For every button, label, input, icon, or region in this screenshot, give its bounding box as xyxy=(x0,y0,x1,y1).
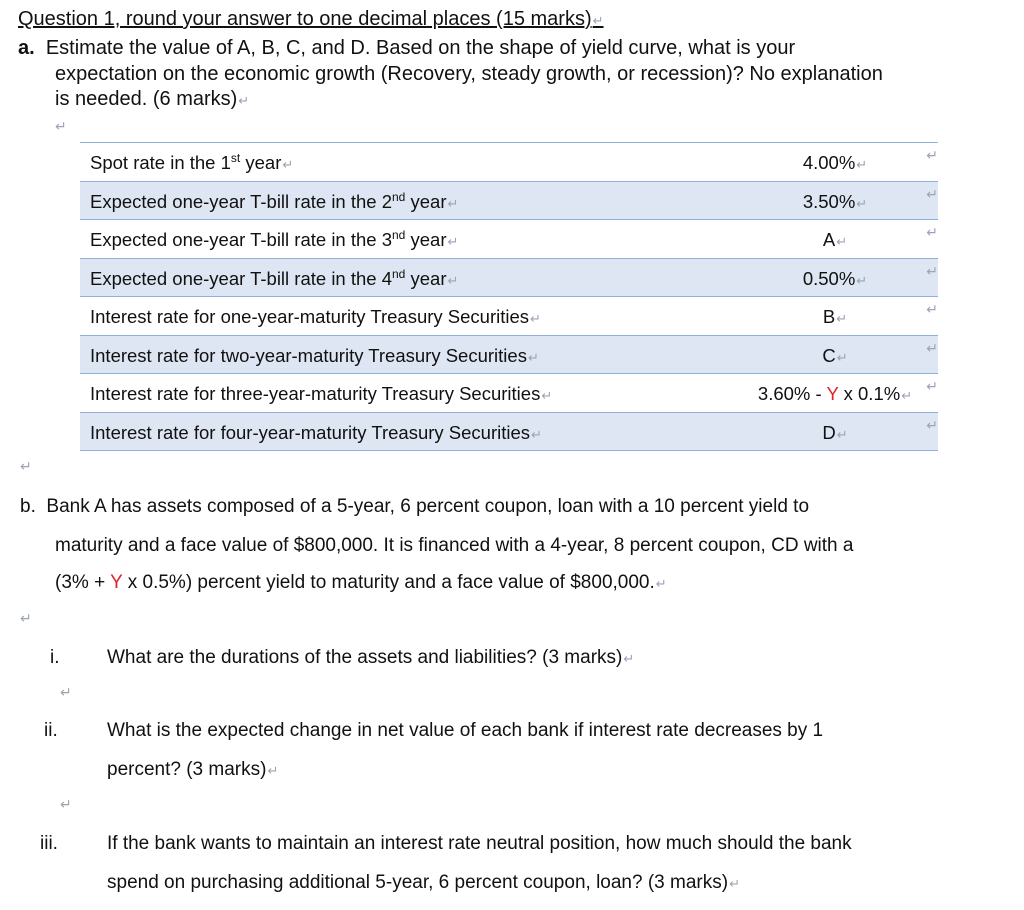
row-value: 3.50%↵ xyxy=(802,190,868,212)
paragraph-mark-icon: ↵ xyxy=(592,13,604,28)
table-row xyxy=(80,413,938,452)
item-ii-text: What is the expected change in net value of each bank if interest rate decreases by 1 xyxy=(107,720,824,741)
row-end-mark-icon: ↵ xyxy=(926,378,938,394)
item-ii-text-cont: percent? (3 marks)↵ xyxy=(107,759,279,780)
paragraph-mark-icon: ↵ xyxy=(20,458,32,474)
row-label: Interest rate for three-year-maturity Treasury Securities↵ xyxy=(90,383,553,404)
item-iii-text: If the bank wants to maintain an interest rate neutral position, how much should the bank xyxy=(107,833,852,854)
table-row xyxy=(80,143,938,182)
item-iii-text-cont: spend on purchasing additional 5-year, 6 percent coupon, loan? (3 marks)↵ xyxy=(107,872,740,893)
part-a-letter: a. xyxy=(18,37,35,59)
row-label: Expected one-year T-bill rate in the 3nd year↵ xyxy=(90,227,459,250)
row-value: C↵ xyxy=(822,344,848,366)
yield-table xyxy=(80,142,938,451)
row-end-mark-icon: ↵ xyxy=(926,416,938,433)
item-number: iii. xyxy=(40,833,58,854)
row-end-mark-icon: ↵ xyxy=(926,224,938,240)
row-end-mark-icon: ↵ xyxy=(926,147,938,163)
row-label: Spot rate in the 1st year↵ xyxy=(90,150,294,173)
table-row xyxy=(80,259,938,298)
row-value: 4.00%↵ xyxy=(802,152,868,173)
part-b-line1: b. Bank A has assets composed of a 5-year, 6 percent coupon, loan with a 10 percent yield to xyxy=(20,496,810,517)
row-end-mark-icon: ↵ xyxy=(926,185,938,202)
part-a-line1: a. Estimate the value of A, B, C, and D. Based on the shape of yield curve, what is your xyxy=(18,37,796,59)
row-value: 3.60% - Y x 0.1%↵ xyxy=(757,383,913,404)
row-label: Interest rate for four-year-maturity Treasury Securities↵ xyxy=(90,421,542,443)
row-end-mark-icon: ↵ xyxy=(926,262,938,279)
part-a-line2: expectation on the economic growth (Recovery, steady growth, or recession)? No explanation xyxy=(55,63,883,85)
item-number: ii. xyxy=(44,720,58,741)
table-row xyxy=(80,374,938,413)
row-value: B↵ xyxy=(822,306,848,327)
row-end-mark-icon: ↵ xyxy=(926,301,938,317)
paragraph-mark-icon: ↵ xyxy=(238,93,250,108)
table-row xyxy=(80,336,938,375)
paragraph-mark-icon: ↵ xyxy=(60,684,72,700)
question-title: Question 1, round your answer to one decimal places (15 marks)↵ xyxy=(18,8,604,30)
part-b-line2: maturity and a face value of $800,000. It is financed with a 4-year, 8 percent coupon, CD with a xyxy=(55,535,854,556)
paragraph-mark-icon: ↵ xyxy=(55,118,67,134)
table-row xyxy=(80,182,938,221)
part-a-line3: is needed. (6 marks)↵ xyxy=(55,88,250,110)
row-value: D↵ xyxy=(822,421,848,443)
part-b-line3: (3% + Y x 0.5%) percent yield to maturity and a face value of $800,000.↵ xyxy=(55,572,667,593)
table-row xyxy=(80,297,938,336)
paragraph-mark-icon: ↵ xyxy=(60,796,72,812)
item-i-text: What are the durations of the assets and liabilities? (3 marks)↵ xyxy=(107,647,635,668)
row-label: Expected one-year T-bill rate in the 2nd year↵ xyxy=(90,189,459,212)
part-b-letter: b. xyxy=(20,496,36,517)
row-label: Interest rate for two-year-maturity Treasury Securities↵ xyxy=(90,344,539,366)
paragraph-mark-icon: ↵ xyxy=(655,576,667,591)
row-end-mark-icon: ↵ xyxy=(926,339,938,356)
paragraph-mark-icon: ↵ xyxy=(20,610,32,626)
row-label: Interest rate for one-year-maturity Treasury Securities↵ xyxy=(90,306,541,327)
row-value: 0.50%↵ xyxy=(802,267,868,289)
item-number: i. xyxy=(50,647,60,668)
row-value: A↵ xyxy=(822,229,848,250)
row-label: Expected one-year T-bill rate in the 4nd year↵ xyxy=(90,266,459,289)
table-row xyxy=(80,220,938,259)
